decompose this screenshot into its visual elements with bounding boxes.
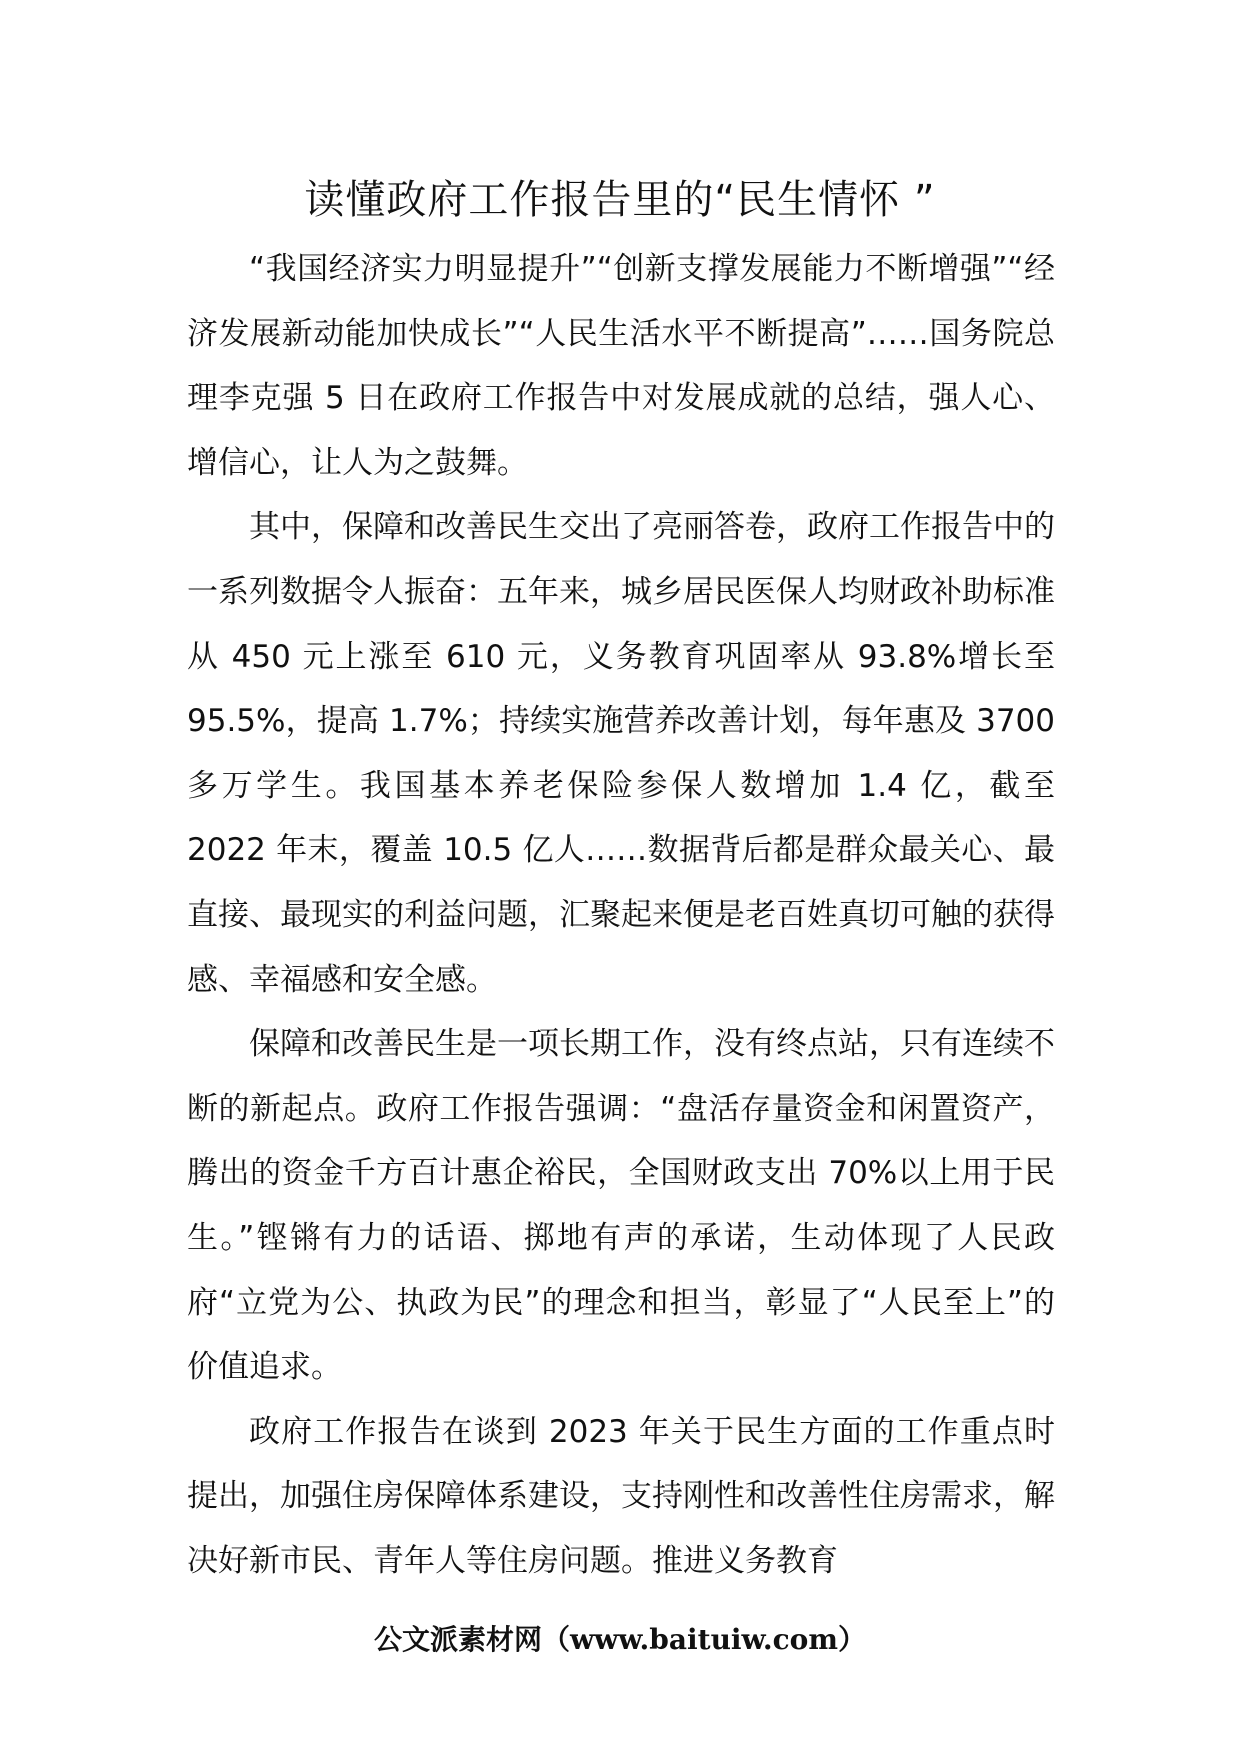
document-body [187, 237, 1055, 1593]
document-title: 读懂政府工作报告里的“民生情怀 ” [304, 177, 936, 223]
footer-watermark: 公文派素材网（www.baituiw.com） [374, 1623, 866, 1656]
paragraph-1: “我国经济实力明显提升”“创新支撑发展能力不断增强”“经济发展新动能加快成长”“人民生活水平不断提高”……国务院总理李克强 5 日在政府工作报告中对发展成就的总结，强人心、增信心，让人为之鼓舞。 [187, 251, 1055, 481]
paragraph-3: 保障和改善民生是一项长期工作，没有终点站，只有连续不断的新起点。政府工作报告强调：“盘活存量资金和闲置资产，腾出的资金千方百计惠企裕民，全国财政支出 70%以上用于民生。”铿锵有力的话语、掷地有声的承诺，生动体现了人民政府“立党为公、执政为民”的理念和担当，彰显了“人民至上”的价值追求。 [187, 1026, 1055, 1386]
paragraph-2: 其中，保障和改善民生交出了亮丽答卷，政府工作报告中的一系列数据令人振奋：五年来，城乡居民医保人均财政补助标准从 450 元上涨至 610 元，义务教育巩固率从 93.8%增长至 95.5%，提高 1.7%；持续实施营养改善计划，每年惠及 3700 多万学生。我国基本养老保险参保人数增加 1.4 亿，截至 2022 年末，覆盖 10.5 亿人……数据背后都是群众最关心、最直接、最现实的利益问题，汇聚起来便是老百姓真切可触的获得感、幸福感和安全感。 [187, 509, 1055, 998]
paragraph-4: 政府工作报告在谈到 2023 年关于民生方面的工作重点时提出，加强住房保障体系建设，支持刚性和改善性住房需求，解决好新市民、青年人等住房问题。推进义务教育 [187, 1413, 1055, 1579]
